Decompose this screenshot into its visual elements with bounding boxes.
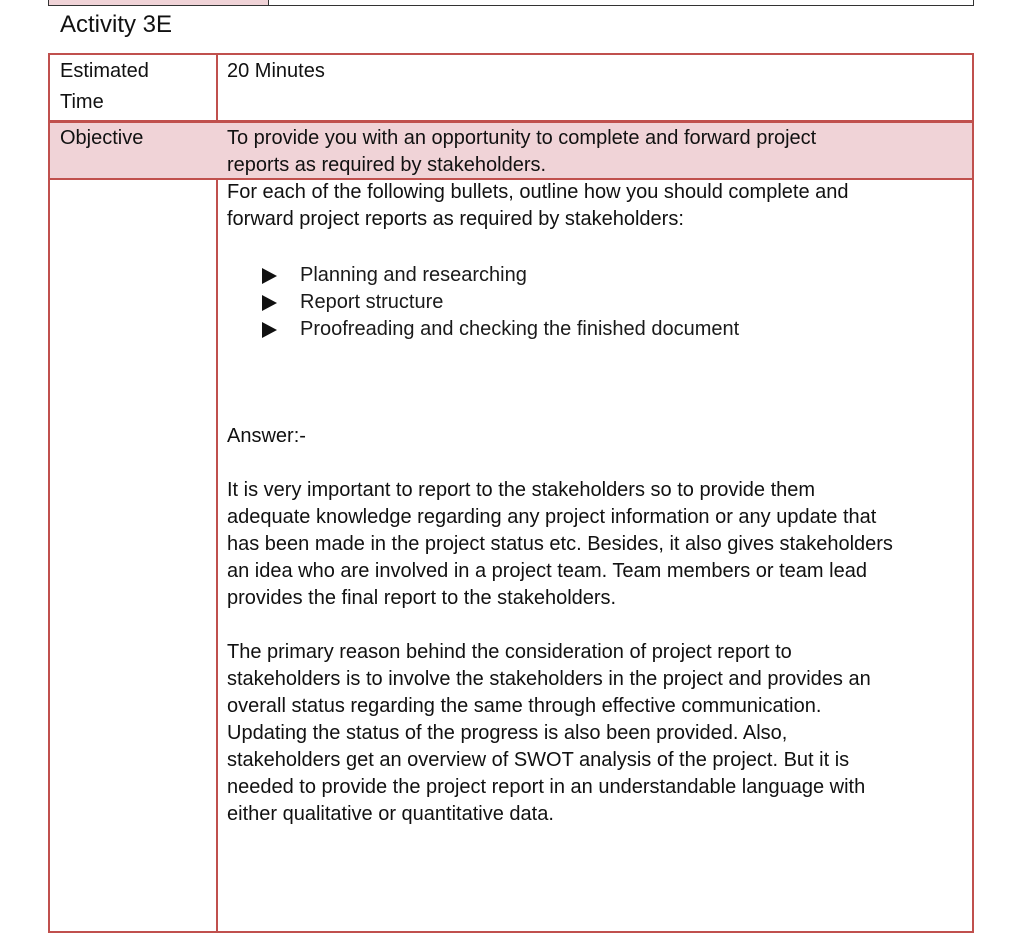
activity-table xyxy=(48,53,974,933)
answer-heading: Answer:- xyxy=(227,425,306,447)
list-item: Proofreading and checking the finished document xyxy=(262,316,739,343)
arrow-bullet-icon xyxy=(262,268,277,284)
previous-table-shaded-cell xyxy=(49,0,269,5)
activity-title: Activity 3E xyxy=(60,11,173,38)
answer-paragraph-1: It is very important to report to the stakeholders so to provide them adequate knowledge regarding any project information or any update that has been made in the project status etc. Besides, it also gives stakeholders an idea who are involved in a project team. Team members or team lead provides the final report to the stakeholders. xyxy=(227,479,893,609)
task-instructions: For each of the following bullets, outline how you should complete and forward project reports as required by stakeholders: xyxy=(227,181,849,230)
objective-text: To provide you with an opportunity to complete and forward project reports as required by stakeholders. xyxy=(227,127,817,176)
list-item: Planning and researching xyxy=(262,262,739,289)
objective-label: Objective xyxy=(60,127,144,149)
list-item: Report structure xyxy=(262,289,739,316)
arrow-bullet-icon xyxy=(262,295,277,311)
task-bullet-list xyxy=(262,262,739,343)
previous-table-fragment xyxy=(48,0,974,6)
estimated-time-row xyxy=(50,55,972,123)
task-row xyxy=(50,180,972,931)
arrow-bullet-icon xyxy=(262,322,277,338)
answer-paragraph-2: The primary reason behind the consideration of project report to stakeholders is to involve the stakeholders in the project and provides an overall status regarding the same through effective communication. Updating the status of the progress is also been provided. Also, stakeholders get an overview of SWOT analysis of the project. But it is needed to provide the project report in an understandable language with either qualitative or quantitative data. xyxy=(227,641,871,825)
estimated-time-label: Estimated Time xyxy=(60,60,149,113)
estimated-time-value: 20 Minutes xyxy=(227,60,325,82)
objective-row xyxy=(50,123,972,180)
